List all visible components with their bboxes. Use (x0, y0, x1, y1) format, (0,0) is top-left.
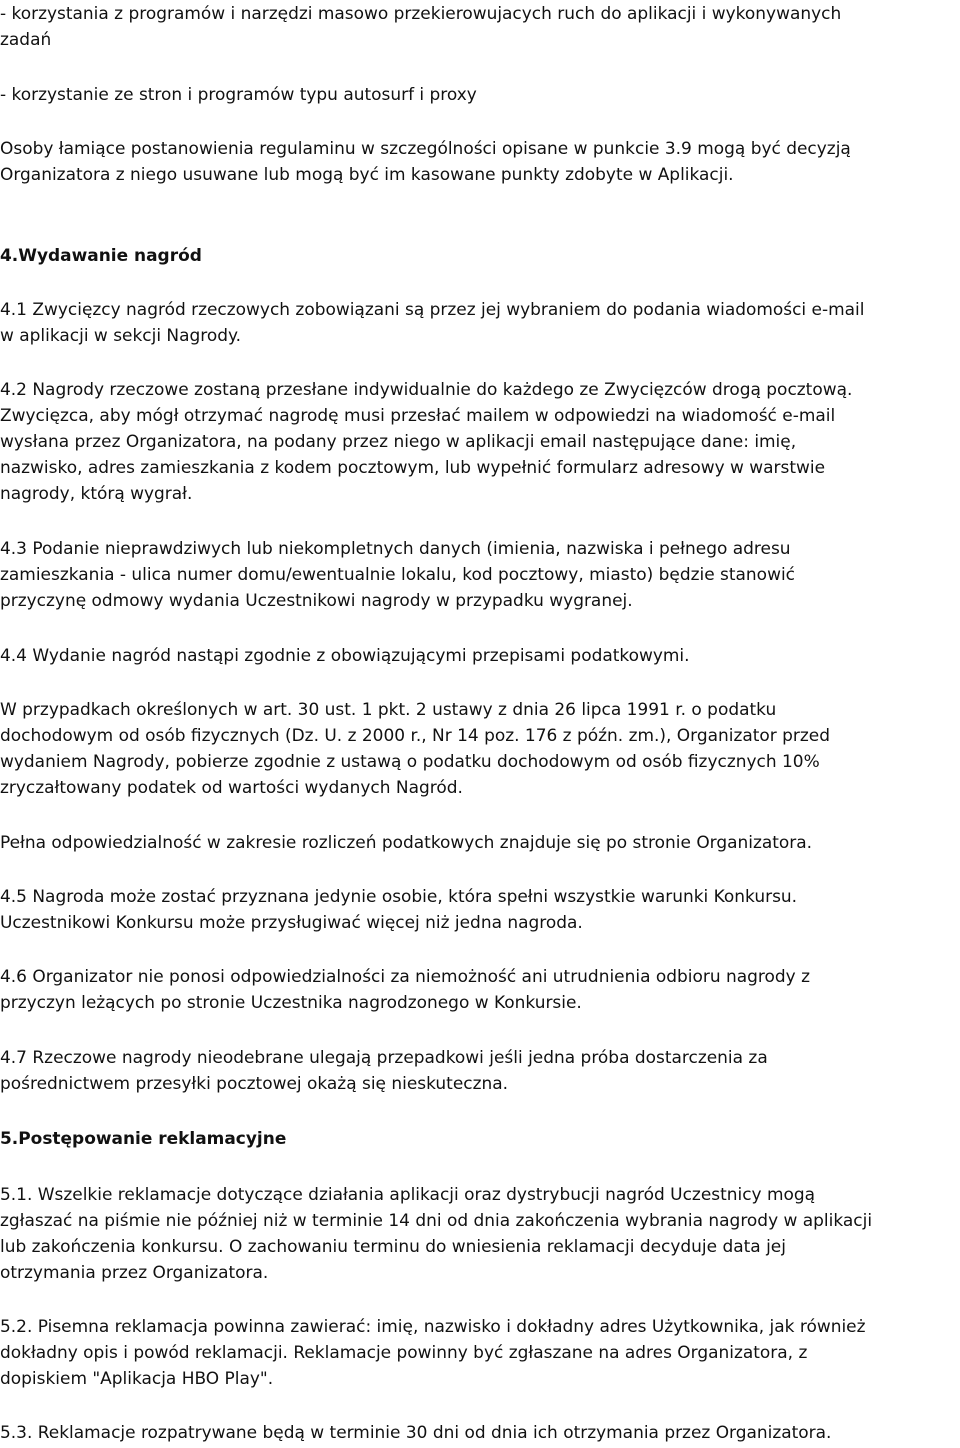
text-line: dochodowym od osób fizycznych (Dz. U. z 2000 r., Nr 14 poz. 176 z późn. zm.), Organizator przed (0, 726, 831, 746)
text-line: wydaniem Nagrody, pobierze zgodnie z ustawą o podatku dochodowym od osób fizycznych 10% (0, 752, 820, 772)
section-heading-5 (0, 1126, 960, 1152)
text-line: 4.4 Wydanie nagród nastąpi zgodnie z obowiązującymi przepisami podatkowymi. (0, 646, 690, 666)
paragraph-tax (0, 697, 960, 801)
text-line: dopiskiem "Aplikacja HBO Play". (0, 1369, 274, 1389)
paragraph-4-2 (0, 377, 960, 507)
text-line: Osoby łamiące postanowienia regulaminu w szczególności opisane w punkcie 3.9 mogą być decyzją (0, 139, 851, 159)
paragraph (0, 136, 960, 188)
text-line: Organizatora z niego usuwane lub mogą być im kasowane punkty zdobyte w Aplikacji. (0, 165, 734, 185)
text-line: W przypadkach określonych w art. 30 ust. 1 pkt. 2 ustawy z dnia 26 lipca 1991 r. o podatku (0, 700, 777, 720)
text-line: w aplikacji w sekcji Nagrody. (0, 326, 242, 346)
text-line: 4.3 Podanie nieprawdziwych lub niekompletnych danych (imienia, nazwiska i pełnego adresu (0, 539, 791, 559)
text-line: Pełna odpowiedzialność w zakresie rozliczeń podatkowych znajduje się po stronie Organizatora. (0, 833, 813, 853)
text-line: wysłana przez Organizatora, na podany przez niego w aplikacji email następujące dane: imię, (0, 432, 797, 452)
text-line: pośrednictwem przesyłki pocztowej okażą się nieskuteczna. (0, 1074, 509, 1094)
text-line: dokładny opis i powód reklamacji. Reklamacje powinny być zgłaszane na adres Organizatora, z (0, 1343, 808, 1363)
text-line: - korzystanie ze stron i programów typu autosurf i proxy (0, 85, 477, 105)
text-line: 4.6 Organizator nie ponosi odpowiedzialności za niemożność ani utrudnienia odbioru nagrody z (0, 967, 810, 987)
section-heading-4 (0, 243, 960, 269)
text-line: przyczynę odmowy wydania Uczestnikowi nagrody w przypadku wygranej. (0, 591, 633, 611)
text-line: 5.1. Wszelkie reklamacje dotyczące działania aplikacji oraz dystrybucji nagród Uczestnicy mogą (0, 1185, 816, 1205)
text-line: nazwisko, adres zamieszkania z kodem pocztowym, lub wypełnić formularz adresowy w warstwie (0, 458, 826, 478)
text-line: zryczałtowany podatek od wartości wydanych Nagród. (0, 778, 463, 798)
paragraph-5-1 (0, 1182, 960, 1286)
paragraph-4-1 (0, 297, 960, 349)
text-line: otrzymania przez Organizatora. (0, 1263, 269, 1283)
text-line: 4.5 Nagroda może zostać przyznana jedynie osobie, która spełni wszystkie warunki Konkursu. (0, 887, 798, 907)
text-line: 5.3. Reklamacje rozpatrywane będą w terminie 30 dni od dnia ich otrzymania przez Organizatora. (0, 1423, 832, 1443)
paragraph-5-3 (0, 1420, 960, 1446)
text-line: zgłaszać na piśmie nie później niż w terminie 14 dni od dnia zakończenia wybrania nagrody w aplikacji (0, 1211, 873, 1231)
text-line: Zwycięzca, aby mógł otrzymać nagrodę musi przesłać mailem w odpowiedzi na wiadomość e-mail (0, 406, 836, 426)
text-line: nagrody, którą wygrał. (0, 484, 193, 504)
paragraph-4-5 (0, 884, 960, 936)
paragraph-4-3 (0, 536, 960, 614)
text-line: lub zakończenia konkursu. O zachowaniu terminu do wniesienia reklamacji decyduje data jej (0, 1237, 786, 1257)
text-line: Uczestnikowi Konkursu może przysługiwać więcej niż jedna nagroda. (0, 913, 583, 933)
text-line: zamieszkania - ulica numer domu/ewentualnie lokalu, kod pocztowy, miasto) będzie stanowić (0, 565, 795, 585)
heading-text: 4.Wydawanie nagród (0, 246, 202, 266)
text-line: 4.2 Nagrody rzeczowe zostaną przesłane indywidualnie do każdego ze Zwycięzców drogą pocztową. (0, 380, 853, 400)
heading-text: 5.Postępowanie reklamacyjne (0, 1129, 287, 1149)
paragraph-4-4 (0, 643, 960, 669)
text-line: 4.7 Rzeczowe nagrody nieodebrane ulegają przepadkowi jeśli jedna próba dostarczenia za (0, 1048, 768, 1068)
paragraph-5-2 (0, 1314, 960, 1392)
text-line: przyczyn leżących po stronie Uczestnika nagrodzonego w Konkursie. (0, 993, 582, 1013)
text-line: zadań (0, 30, 52, 50)
text-line: 4.1 Zwycięzcy nagród rzeczowych zobowiązani są przez jej wybraniem do podania wiadomości e-mail (0, 300, 865, 320)
paragraph-4-7 (0, 1045, 960, 1097)
list-item (0, 82, 960, 108)
paragraph-liability (0, 830, 960, 856)
list-item (0, 1, 960, 53)
paragraph-4-6 (0, 964, 960, 1016)
text-line: - korzystania z programów i narzędzi masowo przekierowujacych ruch do aplikacji i wykonywanych (0, 4, 842, 24)
text-line: 5.2. Pisemna reklamacja powinna zawierać: imię, nazwisko i dokładny adres Użytkownika, jak również (0, 1317, 866, 1337)
